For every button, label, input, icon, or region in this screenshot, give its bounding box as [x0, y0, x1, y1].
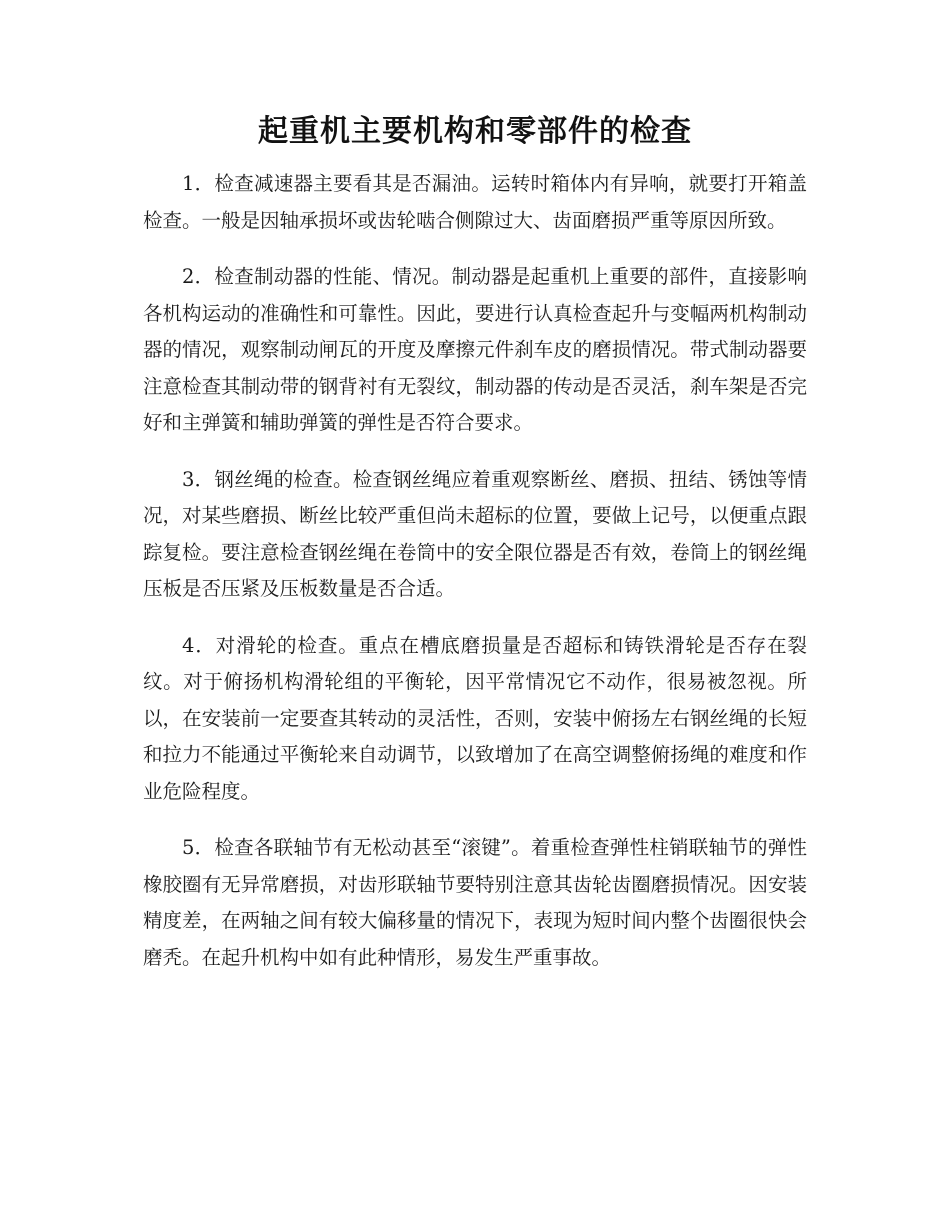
- paragraph-2: 2．检查制动器的性能、情况。制动器是起重机上重要的部件，直接影响各机构运动的准确性和可靠性。因此，要进行认真检查起升与变幅两机构制动器的情况，观察制动闸瓦的开度及摩擦元件刹车皮的磨损情况。带式制动器要注意检查其制动带的钢背衬有无裂纹，制动器的传动是否灵活，刹车架是否完好和主弹簧和辅助弹簧的弹性是否符合要求。: [143, 265, 807, 434]
- paragraph-3: 3．钢丝绳的检查。检查钢丝绳应着重观察断丝、磨损、扭结、锈蚀等情况，对某些磨损、断丝比较严重但尚未超标的位置，要做上记号，以便重点跟踪复检。要注意检查钢丝绳在卷筒中的安全限位器是否有效，卷筒上的钢丝绳压板是否压紧及压板数量是否合适。: [143, 467, 807, 600]
- document-title: 起重机主要机构和零部件的检查: [258, 114, 692, 149]
- paragraph-1: 1．检查减速器主要看其是否漏油。运转时箱体内有异响，就要打开箱盖检查。一般是因轴承损坏或齿轮啮合侧隙过大、齿面磨损严重等原因所致。: [143, 172, 807, 232]
- document-body: [143, 166, 807, 996]
- paragraph-4: 4．对滑轮的检查。重点在槽底磨损量是否超标和铸铁滑轮是否存在裂纹。对于俯扬机构滑轮组的平衡轮，因平常情况它不动作，很易被忽视。所以，在安装前一定要查其转动的灵活性，否则，安装中俯扬左右钢丝绳的长短和拉力不能通过平衡轮来自动调节，以致增加了在高空调整俯扬绳的难度和作业危险程度。: [143, 633, 807, 803]
- paragraph-5: 5．检查各联轴节有无松动甚至“滚键”。着重检查弹性柱销联轴节的弹性橡胶圈有无异常磨损，对齿形联轴节要特别注意其齿轮齿圈磨损情况。因安装精度差，在两轴之间有较大偏移量的情况下，表现为短时间内整个齿圈很快会磨秃。在起升机构中如有此种情形，易发生严重事故。: [143, 836, 807, 969]
